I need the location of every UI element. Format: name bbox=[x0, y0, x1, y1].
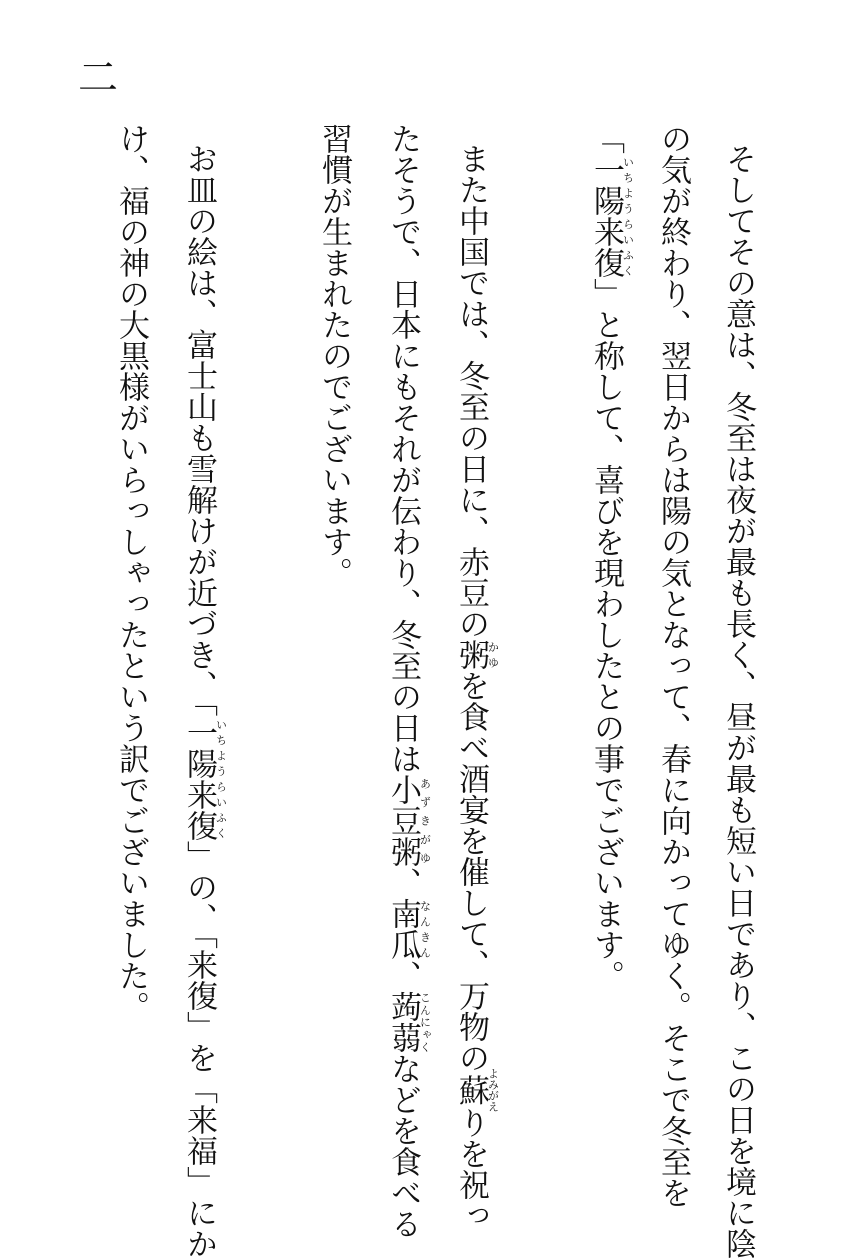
text-segment: の気が終わり、翌日からは陽の気となって、春に向かってゆく。そこで冬至を bbox=[655, 123, 691, 1208]
ruby-word bbox=[385, 774, 421, 867]
page-number: 二 bbox=[78, 58, 120, 98]
text-segment: を食べ酒宴を催して、万物の bbox=[453, 670, 489, 1073]
furigana-reading: いちようらいふく bbox=[215, 717, 228, 841]
text-segment: 、 bbox=[385, 867, 421, 898]
text-segment: そしてその意は、冬至は夜が最も長く、昼が最も短い日であり、この日を境に陰 bbox=[720, 143, 756, 1259]
text-segment: りを祝っ bbox=[453, 1107, 489, 1231]
ruby-base: 粥 bbox=[453, 639, 489, 670]
text-column-8 bbox=[115, 123, 146, 1022]
text-segment: 」の、「来復」を「来福」にか bbox=[181, 841, 217, 1259]
ruby-word bbox=[385, 991, 421, 1053]
ruby-word bbox=[385, 898, 421, 960]
furigana-reading: なんきん bbox=[419, 898, 432, 960]
ruby-base: 蘇 bbox=[453, 1068, 489, 1112]
text-segment: 「 bbox=[588, 123, 624, 154]
ruby-base: 一陽来復 bbox=[588, 154, 624, 278]
text-segment: などを食べる bbox=[385, 1053, 421, 1239]
ruby-base: 一陽来復 bbox=[181, 717, 217, 841]
text-column-5 bbox=[387, 123, 431, 1239]
furigana-reading: あずきがゆ bbox=[419, 774, 432, 867]
text-column-6 bbox=[318, 123, 349, 588]
ruby-word bbox=[453, 1073, 489, 1107]
text-column-2 bbox=[657, 123, 688, 1208]
furigana-reading: よみがえ bbox=[487, 1068, 500, 1112]
ruby-base: 蒟蒻 bbox=[385, 991, 421, 1053]
ruby-word bbox=[453, 639, 489, 670]
ruby-word bbox=[588, 154, 624, 278]
text-column-3 bbox=[590, 123, 634, 991]
furigana-reading: かゆ bbox=[487, 639, 500, 670]
text-column-1 bbox=[722, 143, 753, 1259]
text-column-7 bbox=[183, 143, 227, 1259]
ruby-word bbox=[181, 717, 217, 841]
text-segment: また中国では、冬至の日に、赤豆の bbox=[453, 143, 489, 639]
furigana-reading: いちようらいふく bbox=[622, 154, 635, 278]
ruby-base: 南瓜 bbox=[385, 898, 421, 960]
text-segment: 習慣が生まれたのでございます。 bbox=[316, 123, 352, 588]
text-segment: け、福の神の大黒様がいらっしゃったという訳でございました。 bbox=[113, 123, 149, 1022]
text-segment: 」と称して、喜びを現わしたとの事でございます。 bbox=[588, 278, 624, 991]
furigana-reading: こんにゃく bbox=[419, 991, 432, 1053]
text-segment: 、 bbox=[385, 960, 421, 991]
ruby-base: 小豆粥 bbox=[385, 774, 421, 867]
text-segment: たそうで、日本にもそれが伝わり、冬至の日は bbox=[385, 123, 421, 774]
text-segment: お皿の絵は、富士山も雪解けが近づき、「 bbox=[181, 143, 217, 717]
text-column-4 bbox=[455, 143, 499, 1231]
